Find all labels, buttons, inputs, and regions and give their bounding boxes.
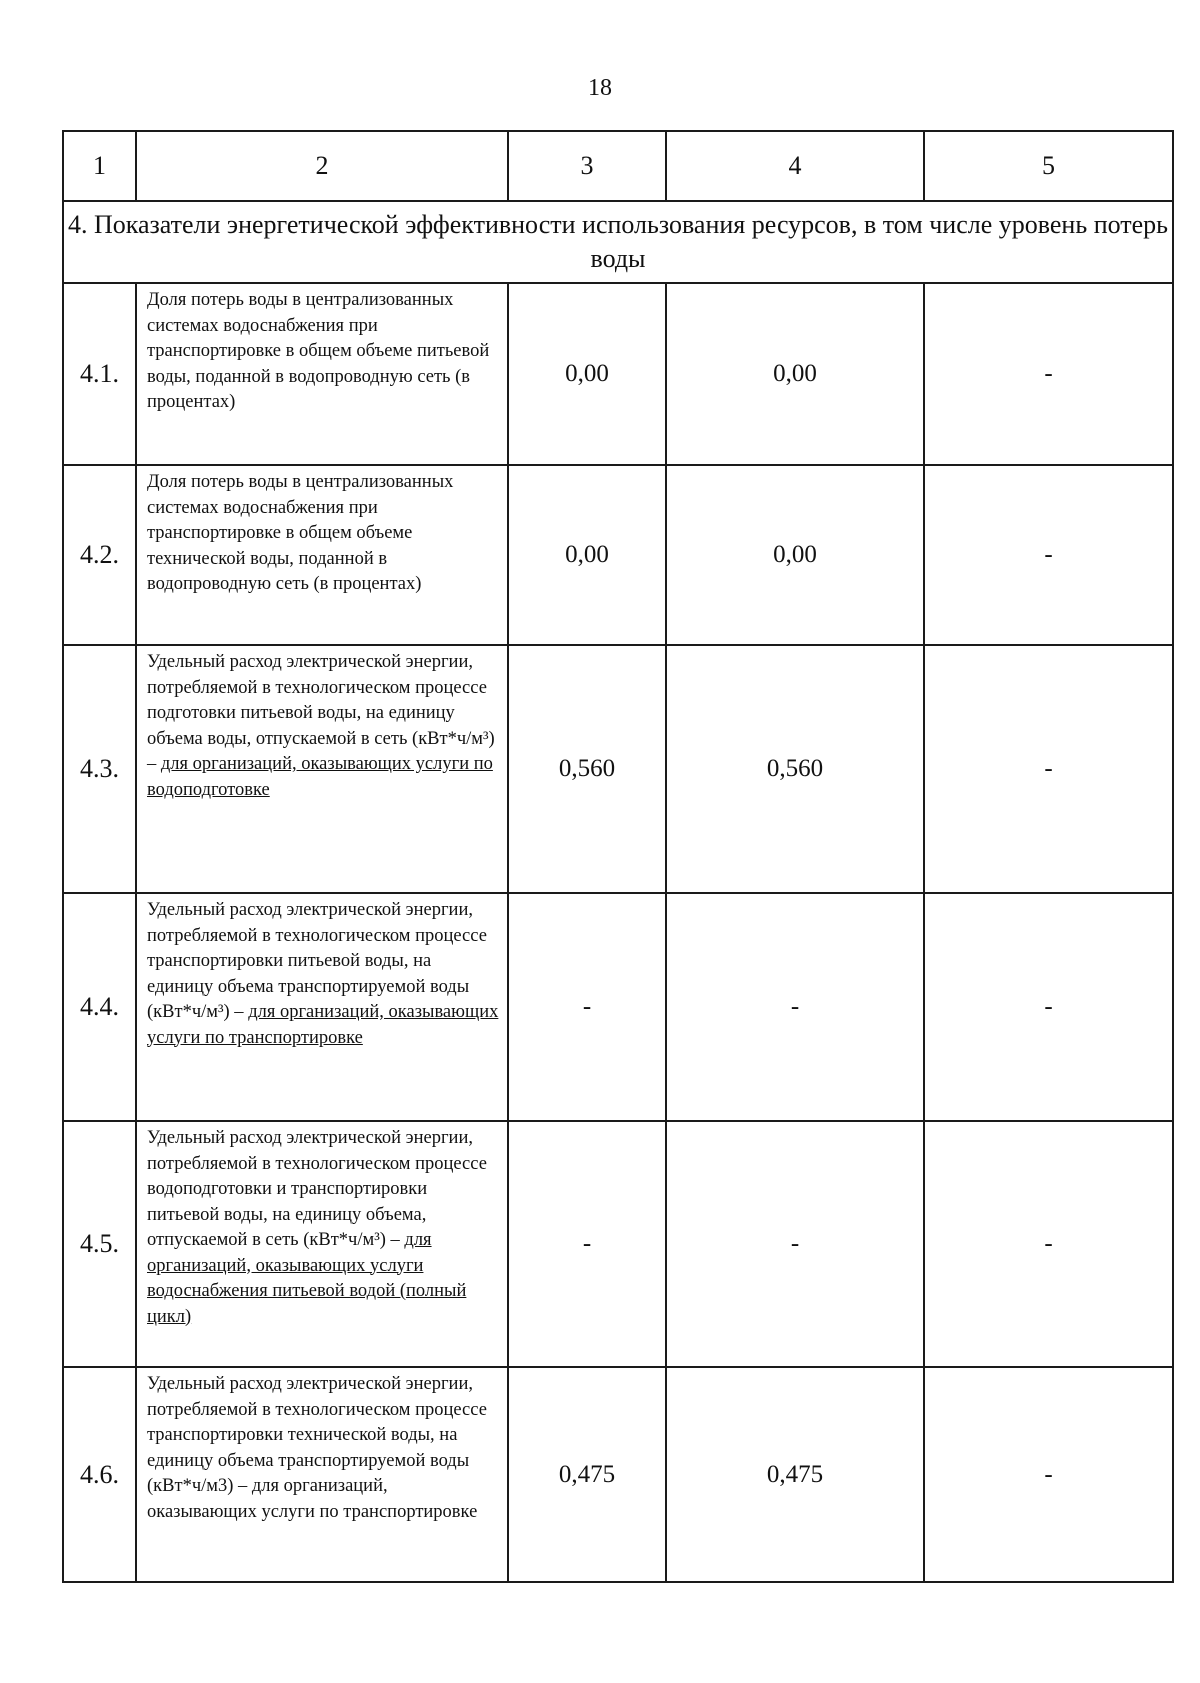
value-col5: -	[924, 465, 1173, 645]
row-number: 4.3.	[63, 645, 136, 893]
row-number: 4.5.	[63, 1121, 136, 1367]
description-text: Доля потерь воды в централизованных системах водоснабжения при транспортировке в общем объеме технической воды, поданной в водопроводную сеть (в процентах)	[147, 472, 454, 594]
description-underlined-text: для организаций, оказывающих услуги по водоподготовке	[147, 754, 493, 800]
description-text: Удельный расход электрической энергии, потребляемой в технологическом процессе транспортировки питьевой воды, на единицу объема транспортируемой воды (кВт*ч/м³) –	[147, 900, 487, 1022]
description-text: Доля потерь воды в централизованных системах водоснабжения при транспортировке в общем объеме питьевой воды, поданной в водопроводную сеть (в процентах)	[147, 290, 490, 412]
value-col5: -	[924, 283, 1173, 465]
table-row	[63, 465, 1173, 645]
description-text: Удельный расход электрической энергии, потребляемой в технологическом процессе водоподготовки и транспортировки питьевой воды, на единицу объема, отпускаемой в сеть (кВт*ч/м³) –	[147, 1128, 487, 1250]
value-col3: -	[508, 1121, 666, 1367]
column-number-row	[63, 131, 1173, 201]
value-col3: 0,00	[508, 283, 666, 465]
table-row	[63, 283, 1173, 465]
row-description	[136, 283, 508, 465]
row-description	[136, 1121, 508, 1367]
table-row	[63, 645, 1173, 893]
value-col4: 0,475	[666, 1367, 924, 1582]
value-col4: 0,560	[666, 645, 924, 893]
value-col3: 0,00	[508, 465, 666, 645]
column-header-4: 4	[666, 131, 924, 201]
column-header-3: 3	[508, 131, 666, 201]
column-header-5: 5	[924, 131, 1173, 201]
row-number: 4.2.	[63, 465, 136, 645]
value-col5: -	[924, 1121, 1173, 1367]
value-col5: -	[924, 1367, 1173, 1582]
column-header-1: 1	[63, 131, 136, 201]
value-col4: -	[666, 893, 924, 1121]
value-col4: -	[666, 1121, 924, 1367]
value-col4: 0,00	[666, 283, 924, 465]
description-underlined-text: для организаций, оказывающих услуги водоснабжения питьевой водой (полный цикл)	[147, 1230, 467, 1327]
description-text: Удельный расход электрической энергии, потребляемой в технологическом процессе подготовки питьевой воды, на единицу объема воды, отпускаемой в сеть (кВт*ч/м³) –	[147, 652, 495, 774]
row-description	[136, 1367, 508, 1582]
row-description	[136, 893, 508, 1121]
value-col3: -	[508, 893, 666, 1121]
value-col5: -	[924, 645, 1173, 893]
row-description	[136, 645, 508, 893]
table-row	[63, 893, 1173, 1121]
indicators-table	[62, 130, 1174, 1583]
row-number: 4.6.	[63, 1367, 136, 1582]
table-row	[63, 1367, 1173, 1582]
value-col4: 0,00	[666, 465, 924, 645]
description-text: Удельный расход электрической энергии, потребляемой в технологическом процессе транспортировки технической воды, на единицу объема транспортируемой воды (кВт*ч/м3) – для организаций, оказывающих услуги по транспортировке	[147, 1374, 487, 1522]
value-col5: -	[924, 893, 1173, 1121]
column-header-2: 2	[136, 131, 508, 201]
table-row	[63, 1121, 1173, 1367]
row-number: 4.1.	[63, 283, 136, 465]
page-number: 18	[588, 75, 612, 101]
description-underlined-text: для организаций, оказывающих услуги по транспортировке	[147, 1002, 499, 1048]
row-description	[136, 465, 508, 645]
value-col3: 0,475	[508, 1367, 666, 1582]
section-title-row	[63, 201, 1173, 283]
value-col3: 0,560	[508, 645, 666, 893]
row-number: 4.4.	[63, 893, 136, 1121]
section-title: 4. Показатели энергетической эффективности использования ресурсов, в том числе уровень потерь воды	[63, 201, 1173, 283]
